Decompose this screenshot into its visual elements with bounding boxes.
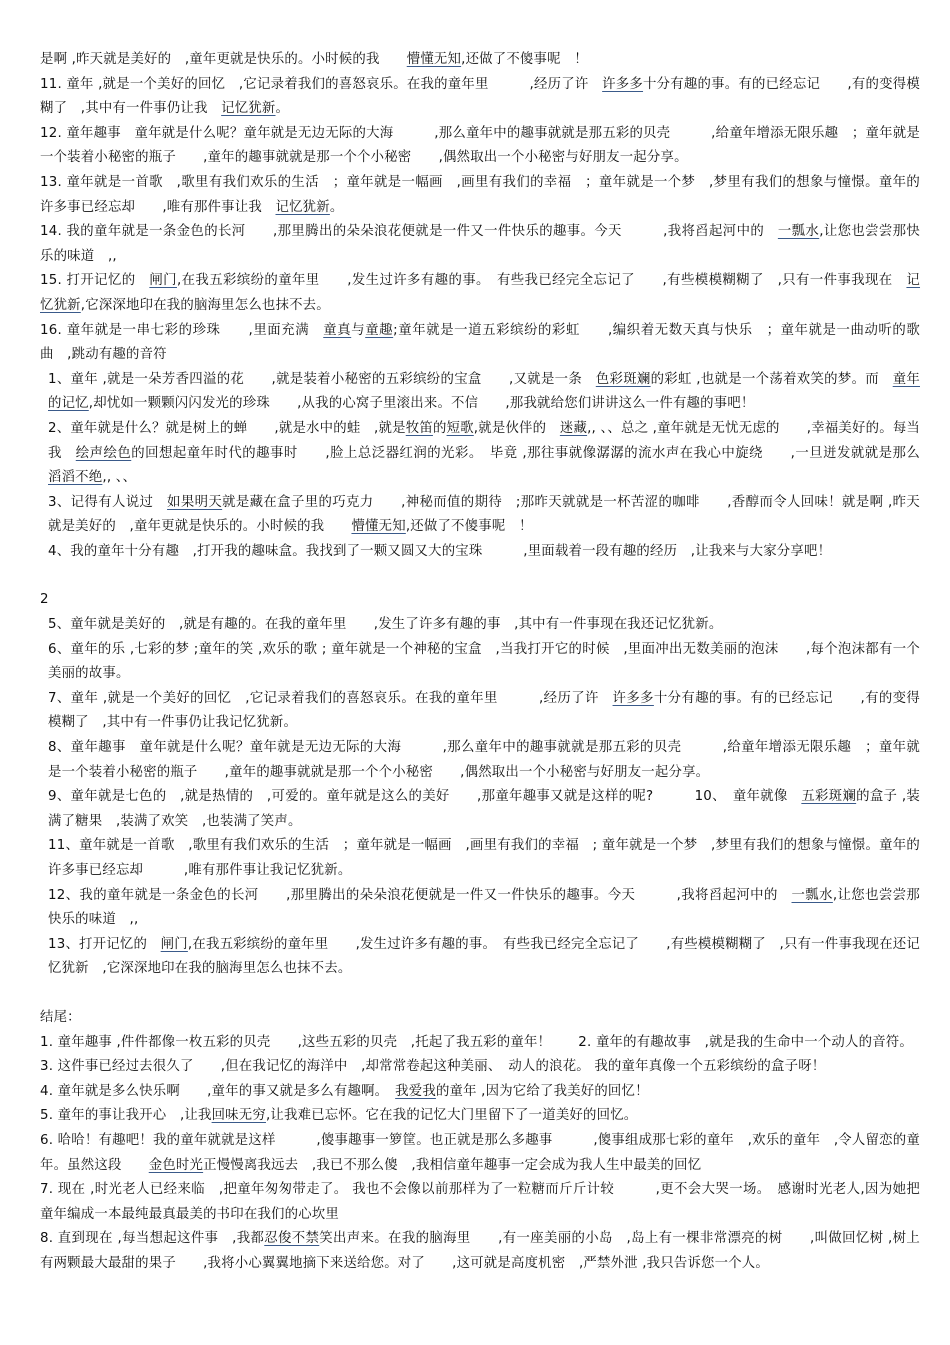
underlined-term: 色彩斑斓 [595, 371, 651, 387]
text-run: 12、我的童年就是一条金色的长河 ,那里腾出的朵朵浪花便就是一件又一件快乐的趣事。今天 ,我将舀起河中的 [48, 887, 792, 903]
paragraph [40, 122, 920, 171]
text-run: 就是藏在盒子里的巧克力 ,神秘而值的期待 ;那昨天就就是一杯苦涩的咖啡 ,香醇而令人回味！就是啊 ,昨天就是美好的 ,童年更就是快乐的。小时候的我 [48, 494, 920, 535]
text-run: 的盒子 ,装满了糖果 ,装满了欢笑 ,也装满了笑声。 [48, 789, 920, 829]
text-run: 的童年 ,因为它给了我美好的回忆！ [435, 1083, 649, 1099]
paragraph [40, 417, 934, 491]
underlined-term: 滔滔不绝 [48, 470, 103, 486]
paragraph [40, 884, 920, 933]
underlined-term: 记忆犹新 [275, 199, 330, 215]
text-run: 12. 童年趣事 童年就是什么呢？童年就是无边无际的大海 ,那么童年中的趣事就就是那五彩的贝壳 ,给童年增添无限乐趣 ；童年就是一个装着小秘密的瓶子 ,童年的趣事就就是那一个个小秘密 ,偶然取出一个小秘密与好朋友一起分享。 [40, 125, 920, 166]
underlined-term: 童真 [323, 322, 352, 338]
blank-line [40, 982, 920, 1006]
paragraph [40, 1080, 920, 1105]
underlined-term: 金色时光 [148, 1157, 204, 1173]
text-run: 6、童年的乐 ,七彩的梦 ;童年的笑 ,欢乐的歌 ; 童年就是一个神秘的宝盒 ,当我打开它的时候 ,里面冲出无数美丽的泡沫 ,每个泡沫都有一个美丽的故事。 [48, 641, 920, 682]
underlined-term: 牧笛 [405, 420, 433, 436]
text-run: 。 [275, 101, 290, 117]
text-run: 11. 童年 ,就是一个美好的回忆 ,它记录着我们的喜怒哀乐。在我的童年里 ,经历了许 [40, 76, 603, 92]
text-run: 11、童年就是一首歌 ,歌里有我们欢乐的生活 ；童年就是一幅画 ,画里有我们的幸福 ; 童年就是一个梦 ,梦里有我们的想象与憧憬。童年的许多事已经忘却 ,唯有那件事让我记忆犹新。 [48, 838, 920, 878]
paragraph [40, 540, 920, 565]
paragraph [40, 48, 920, 73]
text-run: 3、记得有人说过 [48, 494, 168, 510]
text-run: 1、童年 ,就是一朵芳香四溢的花 ,就是装着小秘密的五彩缤纷的宝盒 ,又就是一条 [48, 371, 596, 387]
text-run: 与 [351, 322, 366, 338]
paragraph [40, 785, 920, 834]
paragraph [40, 1055, 920, 1080]
text-run: 的回想起童年时代的趣事时 ,脸上总泛器红润的光彩。 毕竟 ,那往事就像潺潺的流水声在我心中旋绕 ,一旦迸发就就是那么 [131, 445, 934, 461]
underlined-term: 回味无穷 [211, 1108, 266, 1124]
text-run: 是啊 ,昨天就是美好的 ,童年更就是快乐的。小时候的我 [40, 52, 407, 67]
text-run: 7. 现在 ,时光老人已经来临 ,把童年匆匆带走了。 我也不会像以前那样为了一粒糖而斤斤计较 ,更不会大哭一场。 感谢时光老人,因为她把童年编成一本最纯最真最美的书印在我们的心坎里 [40, 1182, 920, 1222]
text-run: 13、打开记忆的 [48, 936, 161, 952]
text-run: ;童年就是一道五彩缤纷的彩虹 ,编织着无数天真与快乐 ；童年就是一曲动听的歌曲 ,跳动有趣的音符 [40, 322, 920, 363]
text-run: ,让我难已忘怀。它在我的记忆大门里留下了一道美好的回忆。 [265, 1108, 638, 1124]
underlined-term: 短歌 [446, 420, 474, 436]
text-run: 8. 直到现在 ,每当想起这件事 ,我都 [40, 1231, 265, 1247]
text-run: ,让您也尝尝那快乐的味道 ,, [48, 887, 920, 928]
text-run: 15. 打开记忆的 [40, 273, 150, 289]
underlined-term: 如果明天 [167, 494, 223, 510]
page-number [40, 588, 920, 613]
paragraph [40, 613, 920, 638]
text-run: 7、童年 ,就是一个美好的回忆 ,它记录着我们的喜怒哀乐。在我的童年里 ,经历了许 [48, 690, 613, 706]
underlined-term: 一瓢水 [791, 887, 833, 903]
text-run: 3. 这件事已经过去很久了 ,但在我记忆的海洋中 ,却常常卷起这种美丽、 动人的浪花。 我的童年真像一个五彩缤纷的盒子呀！ [40, 1059, 826, 1075]
paragraph [40, 491, 920, 540]
paragraph [40, 269, 920, 318]
underlined-term: 记忆犹新 [40, 273, 921, 313]
text-run: 2、童年就是什么？就是树上的蝉 ,就是水中的蛙 ,就是 [48, 420, 406, 436]
text-run: ,却忧如一颗颗闪闪发光的珍珠 ,从我的心窝子里滚出来。不信 ,那我就给您们讲讲这么一件有趣的事吧！ [88, 396, 755, 412]
text-run: 十分有趣的事。有的已经忘记 ,有的变得模糊了 ,其中有一件事仍让我 [40, 76, 920, 117]
blank-line [40, 564, 920, 588]
paragraph [40, 1031, 920, 1056]
text-run: 1. 童年趣事 ,件件都像一枚五彩的贝壳 ,这些五彩的贝壳 ,托起了我五彩的童年！ 2. 童年的有趣故事 ,就是我的生命中一个动人的音符。 [40, 1034, 913, 1050]
text-run: ,, 、、 [102, 470, 137, 486]
text-run: 4. 童年就是多么快乐啊 ,童年的事又就是多么有趣啊。 [40, 1083, 396, 1099]
underlined-term: 五彩斑斓 [801, 789, 857, 805]
underlined-term: 闸门 [149, 273, 177, 289]
text-run: 笑出声来。在我的脑海里 ,有一座美丽的小岛 ,岛上有一棵非常漂亮的树 ,叫做回忆树 ,树上有两颗最大最甜的果子 ,我将小心翼翼地摘下来送给您。对了 ,这可就是高度机密 ,严禁外泄 ,我只告诉您一个人。 [40, 1231, 920, 1271]
paragraph [40, 1227, 920, 1276]
text-run: 的 [432, 420, 447, 436]
text-run: ,还做了不傻事呢 ！ [461, 52, 588, 67]
text-run: ,就是伙伴的 [473, 420, 560, 436]
text-run: ,在我五彩缤纷的童年里 ,发生过许多有趣的事。 有些我已经完全忘记了 ,有些模模糊糊了 ,只有一件事我现在还记忆犹新 ,它深深地印在我的脑海里怎么也抹不去。 [48, 936, 920, 977]
paragraph [40, 368, 920, 417]
paragraph [40, 1104, 920, 1129]
text-run: 十分有趣的事。有的已经忘记 ,有的变得模糊了 ,其中有一件事仍让我记忆犹新。 [48, 690, 920, 731]
text-run: 5. 童年的事让我开心 ,让我 [40, 1108, 212, 1124]
paragraph [40, 933, 920, 982]
underlined-term: 许多多 [602, 76, 644, 92]
text-run: ,让您也尝尝那快乐的味道 ,, [40, 224, 921, 264]
text-run: ,在我五彩缤纷的童年里 ,发生过许多有趣的事。 有些我已经完全忘记了 ,有些模模糊糊了 ,只有一件事我现在 [176, 273, 907, 289]
text-run: 13. 童年就是一首歌 ,歌里有我们欢乐的生活 ；童年就是一幅画 ,画里有我们的幸福 ；童年就是一个梦 ,梦里有我们的想象与憧憬。童年的许多事已经忘却 ,唯有那件事让我 [40, 174, 920, 215]
paragraph [40, 319, 920, 368]
text-run: ,还做了不傻事呢 ！ [405, 519, 533, 535]
document-body [40, 48, 934, 1277]
text-run: 9、童年就是七色的 ,就是热情的 ,可爱的。童年就是这么的美好 ,那童年趣事又就是这样的呢? 10、 童年就像 [48, 789, 802, 805]
text-run: ,, 、、总之 ,童年就是无忧无虑的 ,幸福美好的。每当我 [48, 420, 921, 461]
paragraph [40, 220, 920, 269]
paragraph [40, 171, 920, 220]
text-run: ,它深深地印在我的脑海里怎么也抹不去。 [80, 297, 330, 313]
paragraph [40, 687, 920, 736]
underlined-term: 我爱我 [395, 1083, 436, 1099]
underlined-term: 懵懂无知 [351, 519, 406, 535]
underlined-term: 一瓢水 [777, 224, 820, 240]
underlined-term: 许多多 [612, 690, 654, 706]
text-run: 8、童年趣事 童年就是什么呢？童年就是无边无际的大海 ,那么童年中的趣事就就是那五彩的贝壳 ,给童年增添无限乐趣 ；童年就是一个装着小秘密的瓶子 ,童年的趣事就就是那一个个小秘密 ,偶然取出一个小秘密与好朋友一起分享。 [48, 740, 920, 780]
underlined-term: 闸门 [160, 936, 188, 952]
underlined-term: 忍俊不禁 [264, 1231, 320, 1247]
paragraph [40, 1178, 920, 1227]
paragraph [40, 834, 920, 883]
text-run: 4、我的童年十分有趣 ,打开我的趣味盒。我找到了一颗又圆又大的宝珠 ,里面载着一段有趣的经历 ,让我来与大家分享吧！ [48, 543, 832, 559]
text-run: 。 [329, 199, 344, 215]
text-run: 14. 我的童年就是一条金色的长河 ,那里腾出的朵朵浪花便就是一件又一件快乐的趣事。今天 ,我将舀起河中的 [40, 224, 778, 240]
paragraph [40, 638, 920, 687]
underlined-term: 迷藏 [559, 420, 588, 436]
underlined-term: 童年的记忆 [48, 371, 920, 412]
underlined-term: 绘声绘色 [75, 445, 132, 461]
text-run: 6. 哈哈！有趣吧！我的童年就就是这样 ,傻事趣事一箩筐。也正就是那么多趣事 ,傻事组成那七彩的童年 ,欢乐的童年 ,令人留恋的童年。虽然这段 [40, 1132, 920, 1173]
text-run: 2 [40, 592, 49, 608]
text-run: 16. 童年就是一串七彩的珍珠 ,里面充满 [40, 322, 324, 338]
text-run: 的彩虹 ,也就是一个荡着欢笑的梦。而 [650, 371, 893, 387]
underlined-term: 懵懂无知 [406, 52, 462, 67]
paragraph [40, 736, 920, 785]
underlined-term: 童趣 [365, 322, 394, 338]
text-run: 结尾： [40, 1009, 81, 1025]
paragraph [40, 73, 920, 122]
paragraph [40, 1129, 920, 1178]
paragraph [40, 1006, 920, 1031]
text-run: 正慢慢离我远去 ,我已不那么傻 ,我相信童年趣事一定会成为我人生中最美的回忆 [203, 1157, 702, 1173]
underlined-term: 记忆犹新 [221, 101, 276, 117]
text-run: 5、童年就是美好的 ,就是有趣的。在我的童年里 ,发生了许多有趣的事 ,其中有一件事现在我还记忆犹新。 [48, 617, 723, 633]
